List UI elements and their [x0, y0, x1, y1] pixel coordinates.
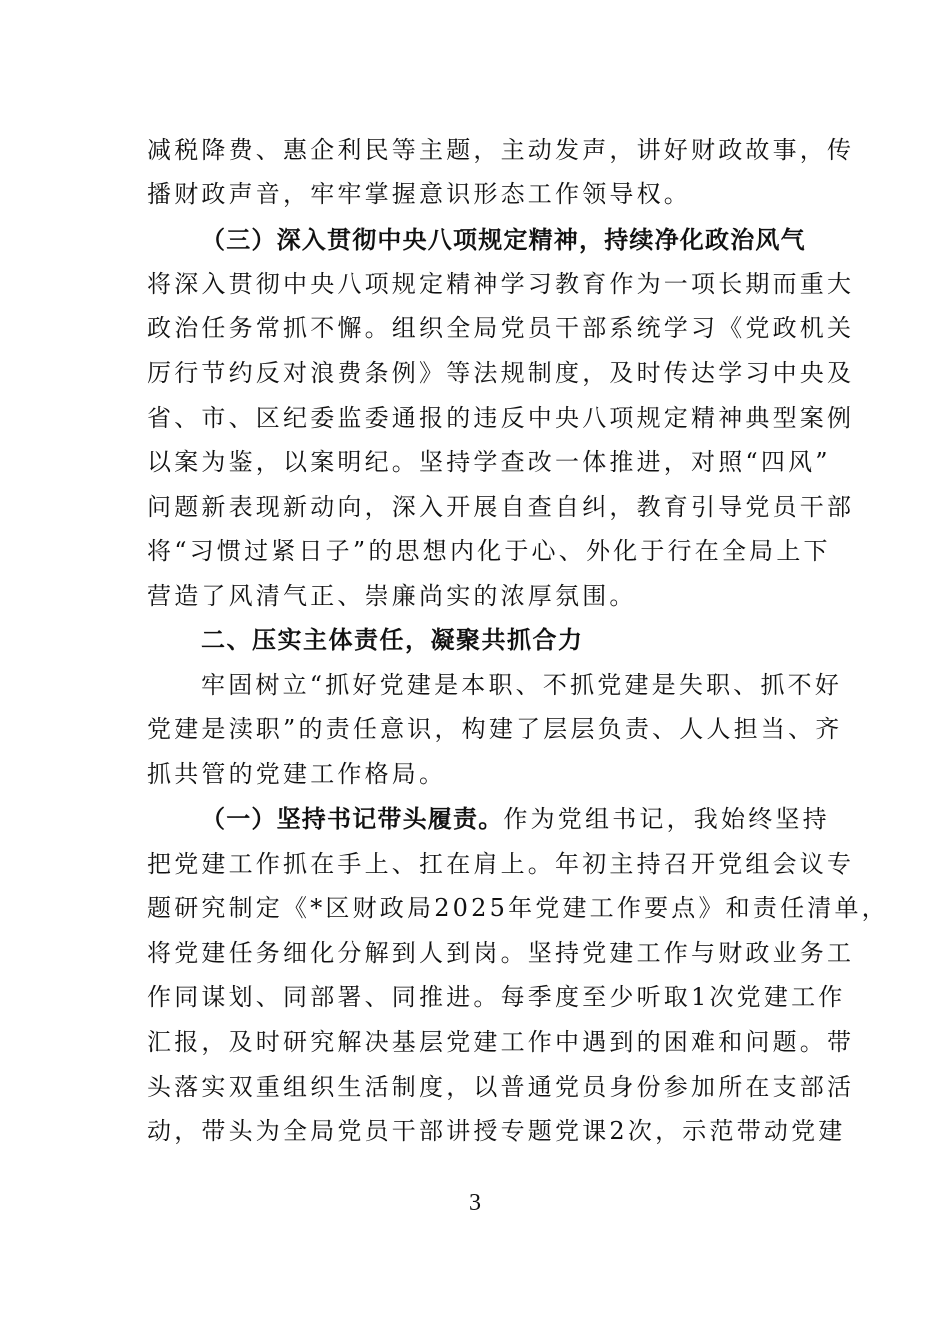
- subsection-title: （一）坚持书记带头履责。: [201, 805, 504, 833]
- paragraph-line: 将深入贯彻中央八项规定精神学习教育作为一项长期而重大: [147, 270, 855, 298]
- paragraph-line: 厉行节约反对浪费条例》等法规制度，及时传达学习中央及: [147, 359, 855, 387]
- paragraph-line: 播财政声音，牢牢掌握意识形态工作领导权。: [147, 180, 691, 208]
- paragraph-line: 将“习惯过紧日子”的思想内化于心、外化于行在全局上下: [147, 537, 831, 565]
- paragraph-line: 抓共管的党建工作格局。: [147, 760, 447, 788]
- paragraph-line: 把党建工作抓在手上、扛在肩上。年初主持召开党组会议专: [147, 850, 855, 878]
- paragraph-line: 动，带头为全局党员干部讲授专题党课2次，示范带动党建: [147, 1117, 846, 1145]
- paragraph-line: 将党建任务细化分解到人到岗。坚持党建工作与财政业务工: [147, 939, 855, 967]
- paragraph-line: 党建是渎职”的责任意识，构建了层层负责、人人担当、齐: [147, 715, 843, 743]
- subsection-heading-1: [201, 797, 830, 841]
- paragraph-line: 头落实双重组织生活制度，以普通党员身份参加所在支部活: [147, 1073, 855, 1101]
- paragraph-line: 营造了风清气正、崇廉尚实的浓厚氛围。: [147, 582, 637, 610]
- page-number: 3: [469, 1190, 481, 1216]
- paragraph-line: 题研究制定《*区财政局2025年党建工作要点》和责任清单，: [147, 894, 889, 922]
- paragraph-line: 以案为鉴，以案明纪。坚持学查改一体推进，对照“四风”: [147, 448, 831, 476]
- paragraph-line: 政治任务常抓不懈。组织全局党员干部系统学习《党政机关: [147, 314, 855, 342]
- paragraph-line: 减税降费、惠企利民等主题，主动发声，讲好财政故事，传: [147, 136, 855, 164]
- subsection-heading-3: [201, 218, 812, 262]
- section-heading-2: 二、压实主体责任，凝聚共抓合力: [201, 626, 584, 654]
- paragraph-line: 问题新表现新动向，深入开展自查自纠，教育引导党员干部: [147, 493, 855, 521]
- subsection-title: （三）深入贯彻中央八项规定精神，持续净化政治风气: [201, 226, 806, 254]
- paragraph-line: 省、市、区纪委监委通报的违反中央八项规定精神典型案例: [147, 404, 855, 432]
- subsection-text: 作为党组书记，我始终坚持: [503, 805, 830, 833]
- paragraph-line: 作同谋划、同部署、同推进。每季度至少听取1次党建工作: [147, 983, 846, 1011]
- paragraph-line: 牢固树立“抓好党建是本职、不抓党建是失职、抓不好: [201, 671, 843, 699]
- paragraph-line: 汇报，及时研究解决基层党建工作中遇到的困难和问题。带: [147, 1028, 855, 1056]
